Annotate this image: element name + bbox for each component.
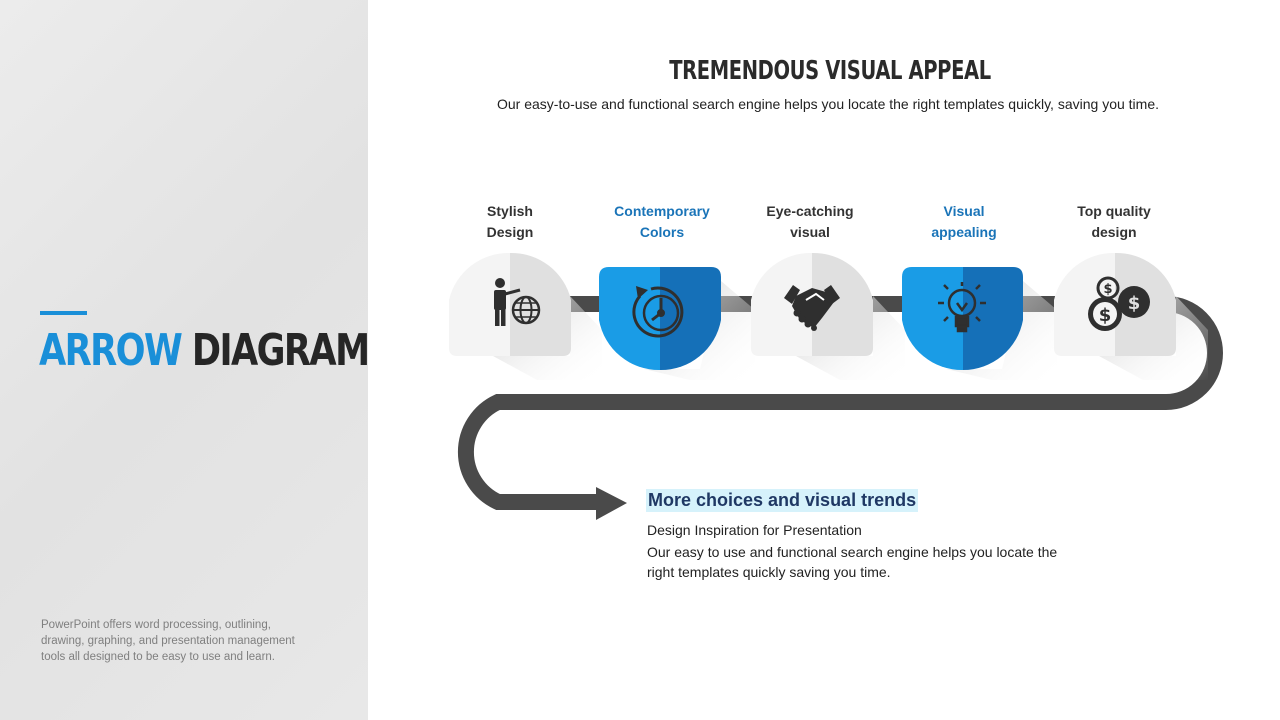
left-description: PowerPoint offers word processing, outlining, drawing, graphing, and presentation management tools all designed to be easy to use and learn.: [41, 619, 295, 663]
step-label-3: Eye-catching visual: [766, 203, 854, 240]
step-label-5: Top quality design: [1077, 203, 1151, 240]
highlight-body: Our easy to use and functional search engine helps you locate the right templates quickly saving you time.: [647, 544, 1058, 580]
step-shape-2: [599, 267, 755, 380]
svg-text:$: $: [1127, 293, 1141, 314]
svg-text:$: $: [1098, 305, 1112, 326]
step-shape-4: [902, 267, 1057, 380]
section-subtitle: Our easy-to-use and functional search engine helps you locate the right templates quickly, saving you time.: [497, 96, 1159, 112]
step-label-1: Stylish Design: [486, 203, 534, 240]
title-accent-word: ARROW: [39, 325, 182, 376]
step-label-2: Contemporary Colors: [614, 203, 710, 240]
step-label-4: Visual appealing: [931, 203, 997, 240]
arrow-head: [596, 487, 627, 520]
svg-text:$: $: [1103, 282, 1113, 297]
title-rest-word: DIAGRAM: [191, 325, 369, 376]
step-shape-3: [751, 253, 905, 380]
section-headline: TREMENDOUS VISUAL APPEAL: [669, 56, 991, 86]
highlight-title: More choices and visual trends: [648, 490, 917, 510]
highlight-subtitle: Design Inspiration for Presentation: [647, 522, 862, 538]
